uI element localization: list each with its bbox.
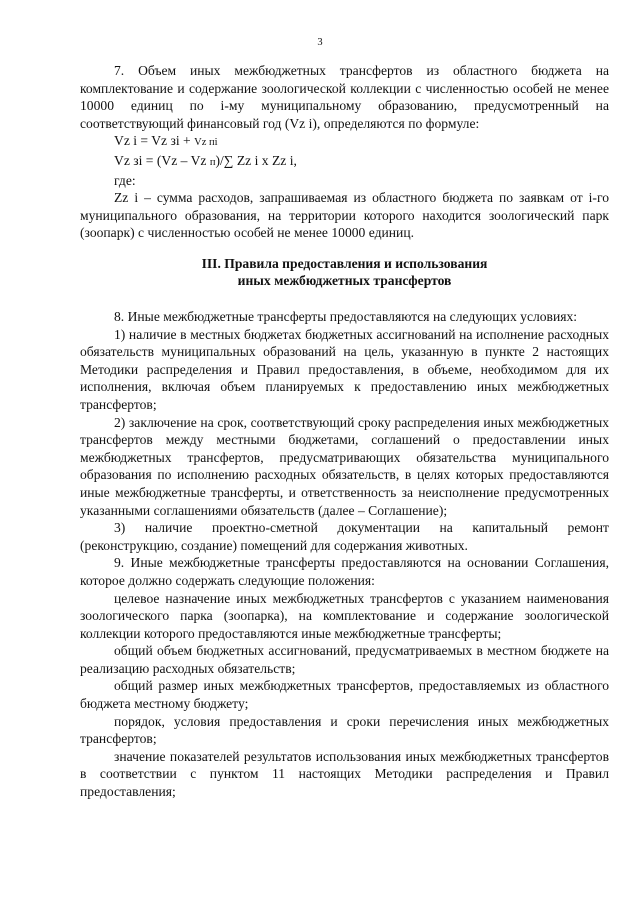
paragraph-8-1: 1) наличие в местных бюджетах бюджетных ассигнований на исполнение расходных обязательств муниципальных образований на цель, указанную в пункте 2 настоящих Методики распределения и Правил предоставления, в объеме, необходимом для их исполнения, включая объем планируемых к предоставлению иных межбюджетных трансфертов; (80, 326, 609, 412)
paragraph-9: 9. Иные межбюджетные трансферты предоставляются на основании Соглашения, которое должно содержать следующие положения: (80, 555, 609, 588)
formula-vz-z-sub: п (209, 156, 216, 168)
formula-vz-main: Vz i = Vz зi + (114, 133, 195, 149)
paragraph-9-2: общий объем бюджетных ассигнований, предусматриваемых в местном бюджете на реализацию расходных обязательств; (80, 643, 609, 676)
formula-vz-z (80, 152, 609, 172)
paragraph-9-5: значение показателей результатов использования иных межбюджетных трансфертов в соответствии с пунктом 11 настоящих Методики распределения и Правил предоставления; (80, 748, 609, 800)
formula-vz-sub: Vz пi (194, 137, 218, 149)
section-rules (80, 308, 609, 801)
formula-vz (80, 132, 609, 152)
heading-line-1: III. Правила предоставления и использования (201, 256, 488, 271)
section-top (80, 62, 609, 242)
paragraph-8-3: 3) наличие проектно-сметной документации на капитальный ремонт (реконструкцию, создание) помещений для содержания животных. (80, 520, 609, 553)
paragraph-9-1: целевое назначение иных межбюджетных трансфертов с указанием наименования зоологического парка (зоопарка), на комплектование и содержание зоологической коллекции которого предоставляются иные межбюджетные трансферты; (80, 590, 609, 641)
paragraph-zz: Zz i – сумма расходов, запрашиваемая из областного бюджета по заявкам от i-го муниципального образования, на территории которого находится зоологический парк (зоопарк) с численностью особей не менее 10000 единиц. (80, 190, 609, 241)
paragraph-8-2: 2) заключение на срок, соответствующий сроку распределения иных межбюджетных трансфертов между местными бюджетами, соглашений о предоставлении иных межбюджетных трансфертов, предусматривающих обязательства муниципального образования по исполнению расходных обязательств, в целях которых предоставляются иные межбюджетные трансферты, и ответственность за неисполнение предусмотренных указанными соглашениями обязательств (далее – Соглашение); (80, 414, 609, 518)
paragraph-9-4: порядок, условия предоставления и сроки перечисления иных межбюджетных трансфертов; (80, 713, 609, 747)
paragraph-7: 7. Объем иных межбюджетных трансфертов из областного бюджета на комплектование и содержание зоологической коллекции с численностью особей не менее 10000 единиц по i-му муниципальному образованию, предусмотренный на соответствующий финансовый год (Vz i), определяются по формуле: (80, 63, 609, 131)
paragraph-9-3: общий размер иных межбюджетных трансфертов, предоставляемых из областного бюджета местному бюджету; (80, 678, 609, 712)
formula-vz-z-a: Vz зi = (Vz – Vz (114, 152, 210, 168)
paragraph-8: 8. Иные межбюджетные трансферты предоставляются на следующих условиях: (114, 309, 578, 324)
formula-vz-z-c: )/∑ Zz i х Zz i, (215, 152, 297, 168)
where-label: где: (114, 172, 136, 188)
heading-line-2: иных межбюджетных трансфертов (237, 273, 452, 288)
section-heading (80, 255, 609, 289)
page-number: 3 (317, 37, 323, 48)
